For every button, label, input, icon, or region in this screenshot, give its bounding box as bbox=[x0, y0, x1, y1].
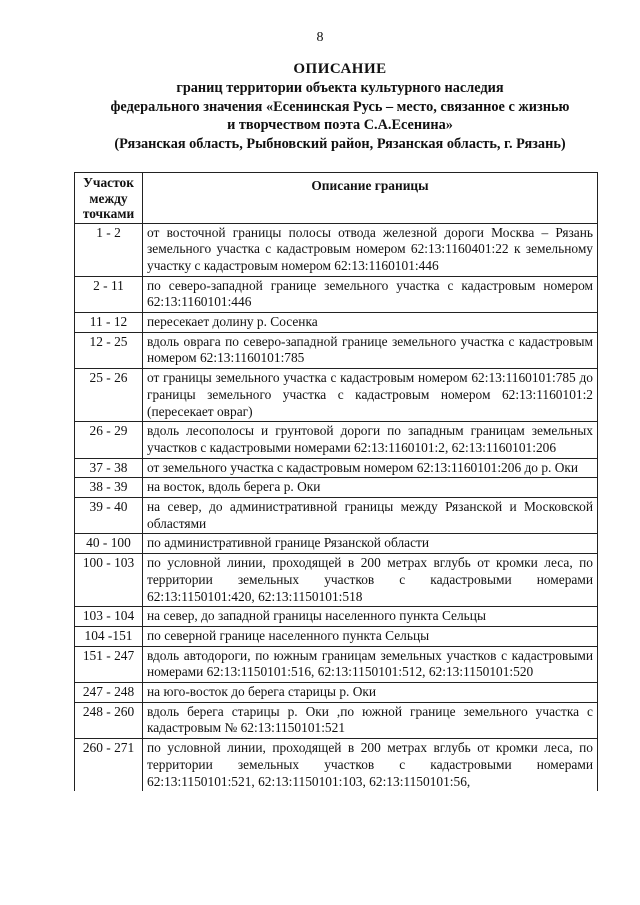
description-cell: на юго-восток до берега старицы р. Оки bbox=[143, 683, 598, 703]
table-row bbox=[75, 422, 598, 458]
segment-cell: 38 - 39 bbox=[75, 478, 143, 498]
description-cell: по северо-западной границе земельного участка с кадастровым номером 62:13:1160101:446 bbox=[143, 276, 598, 312]
segment-cell: 247 - 248 bbox=[75, 683, 143, 703]
table-body bbox=[75, 223, 598, 791]
heading-line: и творчеством поэта С.А.Есенина» bbox=[227, 117, 453, 133]
table-row bbox=[75, 223, 598, 276]
column-header-description: Описание границы bbox=[143, 173, 598, 224]
segment-cell: 39 - 40 bbox=[75, 498, 143, 534]
segment-cell: 37 - 38 bbox=[75, 458, 143, 478]
description-cell: вдоль автодороги, по южным границам земельных участков с кадастровыми номерами 62:13:1150101:516, 62:13:1150101:512, 62:13:1150101:520 bbox=[143, 646, 598, 682]
description-cell: на восток, вдоль берега р. Оки bbox=[143, 478, 598, 498]
column-header-segment: Участок между точками bbox=[75, 173, 143, 224]
description-cell: от границы земельного участка с кадастровым номером 62:13:1160101:785 до границы земельного участка с кадастровым номером 62:13:1160101:2 (пересекает овраг) bbox=[143, 369, 598, 422]
segment-cell: 103 - 104 bbox=[75, 607, 143, 627]
segment-cell: 11 - 12 bbox=[75, 313, 143, 333]
table-row bbox=[75, 607, 598, 627]
description-cell: по северной границе населенного пункта Сельцы bbox=[143, 626, 598, 646]
segment-cell: 26 - 29 bbox=[75, 422, 143, 458]
segment-cell: 1 - 2 bbox=[75, 223, 143, 276]
document-heading bbox=[60, 60, 620, 153]
description-cell: на север, до административной границы между Рязанской и Московской областями bbox=[143, 498, 598, 534]
heading-line: (Рязанская область, Рыбновский район, Рязанская область, г. Рязань) bbox=[114, 135, 566, 152]
description-cell: пересекает долину р. Сосенка bbox=[143, 313, 598, 333]
description-cell: по административной границе Рязанской области bbox=[143, 534, 598, 554]
table-row bbox=[75, 534, 598, 554]
segment-cell: 2 - 11 bbox=[75, 276, 143, 312]
segment-cell: 104 -151 bbox=[75, 626, 143, 646]
description-cell: от земельного участка с кадастровым номером 62:13:1160101:206 до р. Оки bbox=[143, 458, 598, 478]
table-row bbox=[75, 739, 598, 792]
segment-cell: 100 - 103 bbox=[75, 554, 143, 607]
table-row bbox=[75, 646, 598, 682]
boundary-table bbox=[74, 172, 598, 791]
table-row bbox=[75, 554, 598, 607]
table-row bbox=[75, 458, 598, 478]
table-row bbox=[75, 276, 598, 312]
heading-line: федерального значения «Есенинская Русь – место, связанное с жизнью bbox=[110, 98, 570, 115]
table-row bbox=[75, 313, 598, 333]
segment-cell: 12 - 25 bbox=[75, 332, 143, 368]
description-cell: по условной линии, проходящей в 200 метрах вглубь от кромки леса, по территории земельных участков с кадастровыми номерами 62:13:1150101:521, 62:13:1150101:103, 62:13:1150101:56, bbox=[143, 739, 598, 792]
segment-cell: 25 - 26 bbox=[75, 369, 143, 422]
table-row bbox=[75, 498, 598, 534]
segment-cell: 248 - 260 bbox=[75, 702, 143, 738]
description-cell: на север, до западной границы населенного пункта Сельцы bbox=[143, 607, 598, 627]
document-title: ОПИСАНИЕ bbox=[293, 61, 387, 77]
table-row bbox=[75, 369, 598, 422]
page-number: 8 bbox=[316, 30, 324, 45]
segment-cell: 151 - 247 bbox=[75, 646, 143, 682]
table-header-row bbox=[75, 173, 598, 224]
table-row bbox=[75, 702, 598, 738]
table-row bbox=[75, 478, 598, 498]
heading-line: границ территории объекта культурного наследия bbox=[176, 80, 504, 96]
table-row bbox=[75, 626, 598, 646]
description-cell: вдоль лесополосы и грунтовой дороги по западным границам земельных участков с кадастровыми номерами 62:13:1160101:2, 62:13:1160101:206 bbox=[143, 422, 598, 458]
description-cell: по условной линии, проходящей в 200 метрах вглубь от кромки леса, по территории земельных участков с кадастровыми номерами 62:13:1150101:420, 62:13:1150101:518 bbox=[143, 554, 598, 607]
description-cell: вдоль берега старицы р. Оки ,по южной границе земельного участка с кадастровым № 62:13:1150101:521 bbox=[143, 702, 598, 738]
table-row bbox=[75, 332, 598, 368]
description-cell: от восточной границы полосы отвода железной дороги Москва – Рязань земельного участка с кадастровым номером 62:13:1160401:22 к земельному участку с кадастровым номером 62:13:1160101:446 bbox=[143, 223, 598, 276]
description-cell: вдоль оврага по северо-западной границе земельного участка с кадастровым номером 62:13:1160101:785 bbox=[143, 332, 598, 368]
segment-cell: 40 - 100 bbox=[75, 534, 143, 554]
table-row bbox=[75, 683, 598, 703]
segment-cell: 260 - 271 bbox=[75, 739, 143, 792]
